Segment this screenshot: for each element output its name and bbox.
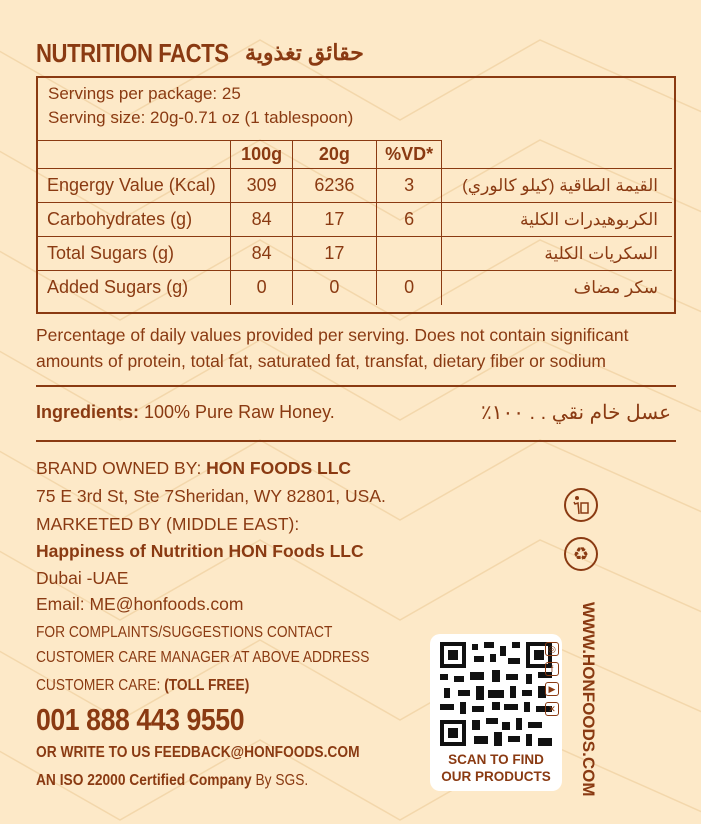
qr-code (440, 642, 552, 746)
title-english: NUTRITION FACTS (36, 38, 229, 68)
row-arabic: الكربوهيدرات الكلية (442, 203, 672, 237)
complaints-line-2: CUSTOMER CARE MANAGER AT ABOVE ADDRESS (36, 649, 370, 666)
marketer-name: Happiness of Nutrition HON Foods LLC (36, 541, 364, 561)
serving-size: Serving size: 20g-0.71 oz (1 tablespoon) (48, 108, 354, 127)
row-20g: 17 (292, 237, 376, 271)
row-arabic: القيمة الطاقية (كيلو كالوري) (442, 169, 672, 203)
table-row (37, 237, 673, 271)
ingredients-value: 100% Pure Raw Honey. (139, 402, 335, 422)
complaints-line-1: FOR COMPLAINTS/SUGGESTIONS CONTACT (36, 624, 333, 641)
title-arabic: حقائق تغذوية (245, 40, 364, 65)
row-name: Carbohydrates (g) (37, 203, 231, 237)
row-100g: 84 (231, 237, 293, 271)
qr-card[interactable] (430, 634, 562, 791)
nutrition-table-box (36, 76, 676, 314)
email: Email: ME@honfoods.com (36, 594, 244, 614)
row-20g: 6236 (292, 169, 376, 203)
brand-owned-label: BRAND OWNED BY: (36, 458, 207, 478)
qr-caption (430, 751, 562, 785)
daily-values-note (36, 322, 686, 374)
customer-care-toll: (TOLL FREE) (164, 677, 250, 694)
row-arabic: سكر مضاف (442, 271, 672, 305)
row-20g: 17 (292, 203, 376, 237)
row-vd: 6 (376, 203, 442, 237)
phone-number: 001 888 443 9550 (36, 702, 245, 737)
row-name: Added Sugars (g) (37, 271, 231, 305)
header-ar-empty (442, 141, 672, 169)
brand-owned (36, 458, 351, 479)
customer-care-label: CUSTOMER CARE: (36, 677, 165, 694)
brand-address: 75 E 3rd St, Ste 7Sheridan, WY 82801, USA. (36, 486, 386, 506)
table-header-row (37, 141, 673, 169)
divider-bottom (36, 440, 676, 442)
iso-rest: By SGS. (251, 772, 309, 789)
row-100g: 309 (231, 169, 293, 203)
row-arabic: السكريات الكلية (442, 237, 672, 271)
servings-per-package: Servings per package: 25 (48, 84, 241, 103)
daily-values-line-1: Percentage of daily values provided per serving. Does not contain significant (36, 325, 629, 345)
qr-caption-line-2: OUR PRODUCTS (441, 769, 551, 784)
row-name: Total Sugars (g) (37, 237, 231, 271)
marketer-city: Dubai -UAE (36, 568, 129, 588)
marketed-by: MARKETED BY (MIDDLE EAST): (36, 514, 300, 534)
divider-top (36, 385, 676, 387)
row-20g: 0 (292, 271, 376, 305)
row-vd: 0 (376, 271, 442, 305)
trash-bin-icon (564, 488, 598, 522)
row-100g: 0 (231, 271, 293, 305)
header-empty (37, 141, 231, 169)
ingredients (36, 402, 335, 423)
qr-caption-line-1: SCAN TO FIND (448, 752, 544, 767)
iso-label: AN ISO 22000 Certified Company (36, 772, 252, 789)
header-vd: %VD* (376, 141, 442, 169)
brand-owned-value: HON FOODS LLC (206, 458, 352, 478)
table-row (37, 169, 673, 203)
x-icon[interactable]: ✕ (545, 702, 559, 716)
row-vd (376, 237, 442, 271)
row-100g: 84 (231, 203, 293, 237)
write-to-us: OR WRITE TO US FEEDBACK@HONFOODS.COM (36, 744, 360, 761)
iso-certification (36, 772, 308, 790)
nutrition-table (36, 140, 672, 305)
facebook-icon[interactable]: f (545, 662, 559, 676)
header-20g: 20g (292, 141, 376, 169)
website-vertical[interactable] (575, 598, 605, 798)
daily-values-line-2: amounts of protein, total fat, saturated fat, transfat, dietary fiber or sodium (36, 351, 607, 371)
row-vd: 3 (376, 169, 442, 203)
website-text: WWW.HONFOODS.COM (579, 602, 598, 797)
recycle-icon: ♻ (564, 537, 598, 571)
row-name: Engergy Value (Kcal) (37, 169, 231, 203)
youtube-icon[interactable]: ▶ (545, 682, 559, 696)
ingredients-arabic: عسل خام نقي . . ١٠٠٪ (481, 402, 671, 424)
table-row (37, 271, 673, 305)
header-100g: 100g (231, 141, 293, 169)
table-row (37, 203, 673, 237)
instagram-icon[interactable]: ◎ (545, 642, 559, 656)
ingredients-label: Ingredients: (36, 402, 140, 422)
customer-care (36, 677, 249, 695)
